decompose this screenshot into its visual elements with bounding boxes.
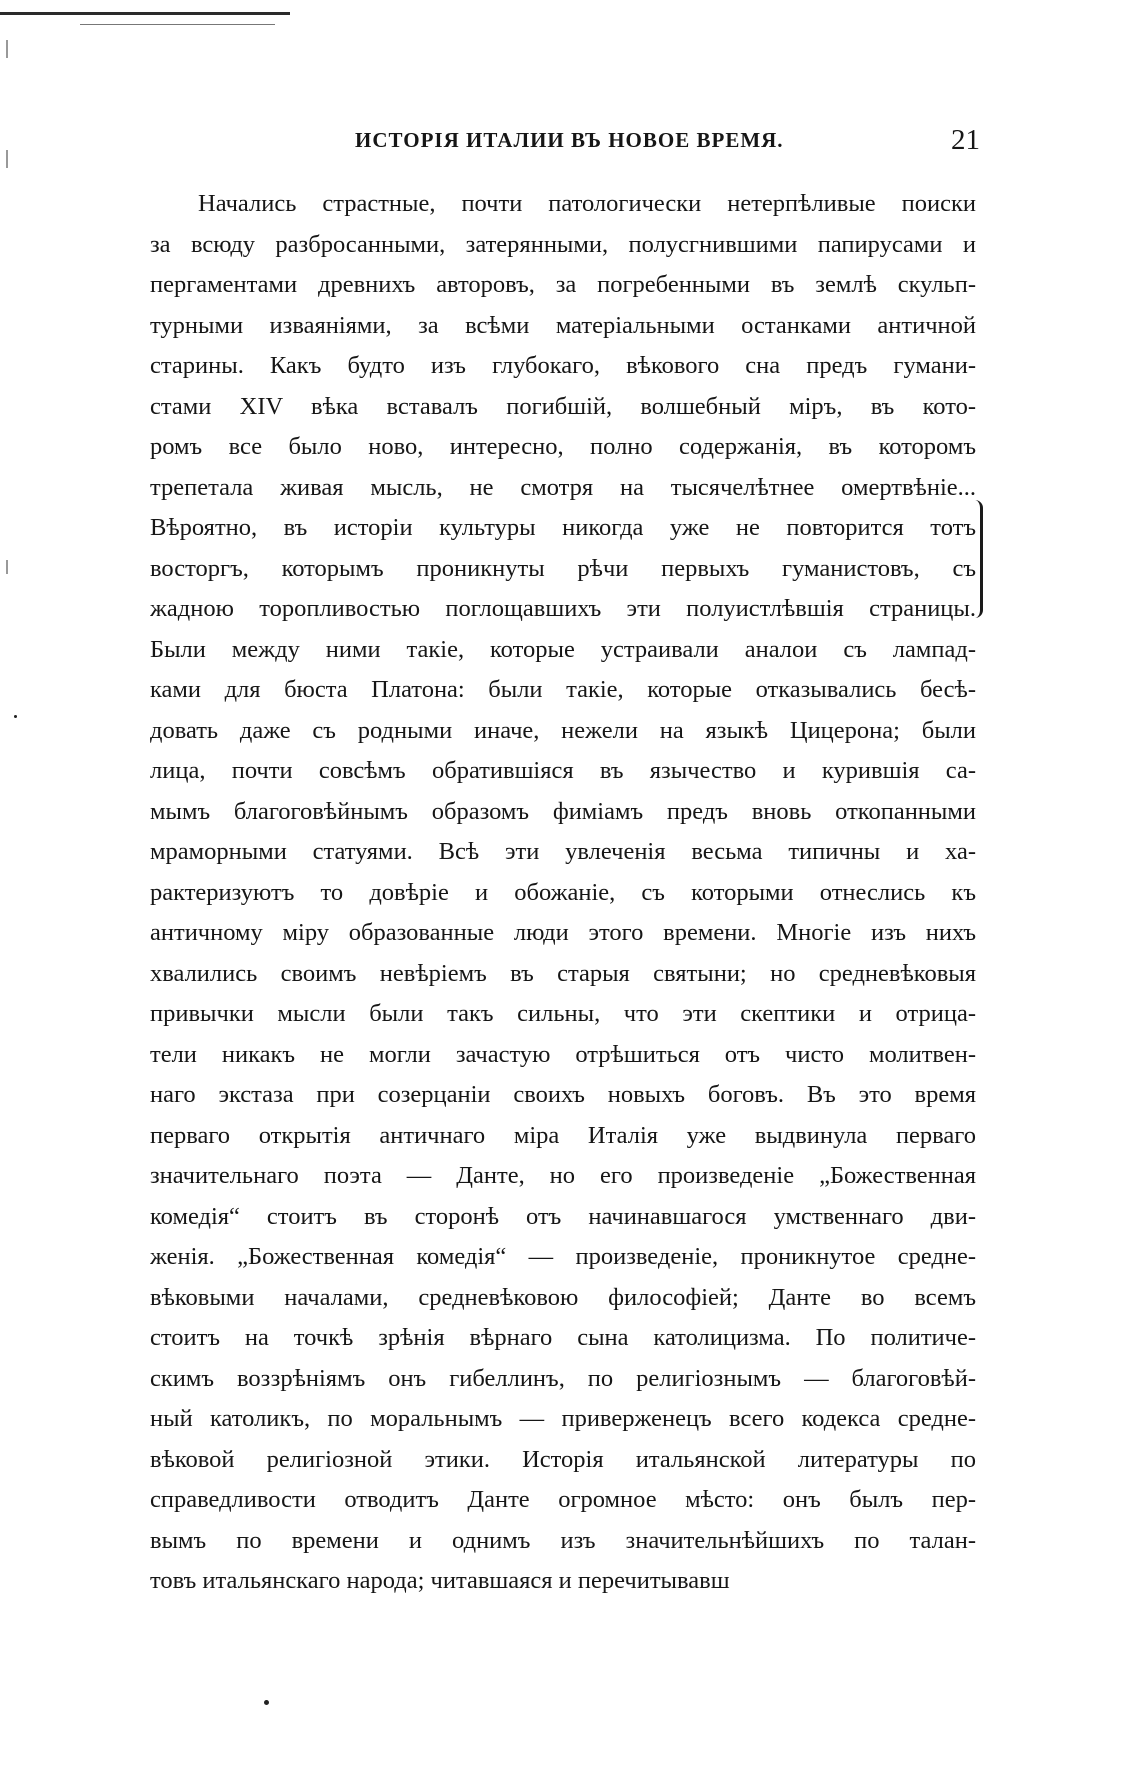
page-number: 21 xyxy=(951,124,980,156)
text-line: вѣковой религіозной этики. Исторія итальянской литературы по xyxy=(150,1445,976,1473)
body-text xyxy=(150,184,976,1602)
text-line: хвалились своимъ невѣріемъ въ старыя святыни; но средневѣковыя xyxy=(150,959,976,987)
left-margin-mark xyxy=(6,560,8,574)
text-line: скимъ воззрѣніямъ онъ гибеллинъ, по религіознымъ — благоговѣй- xyxy=(150,1364,976,1392)
text-line: мымъ благоговѣйнымъ образомъ фиміамъ предъ вновь откопанными xyxy=(150,797,976,825)
margin-bracket-mark xyxy=(975,500,983,618)
text-line: женія. „Божественная комедія“ — произведеніе, проникнутое средне- xyxy=(150,1243,976,1270)
running-head xyxy=(150,124,980,158)
text-line: вѣковыми началами, средневѣковою философіей; Данте во всемъ xyxy=(150,1283,976,1311)
left-margin-mark xyxy=(6,40,8,58)
text-line: перваго открытія античнаго міра Италія уже выдвинула перваго xyxy=(150,1121,976,1149)
text-line: рактеризуютъ то довѣріе и обожаніе, съ которыми отнеслись къ xyxy=(150,878,976,906)
ink-speck xyxy=(14,715,17,718)
text-line: тели никакъ не могли зачастую отрѣшиться отъ чисто молитвен- xyxy=(150,1040,976,1068)
text-line: восторгъ, которымъ проникнуты рѣчи первыхъ гуманистовъ, съ xyxy=(150,554,976,582)
text-line: пергаментами древнихъ авторовъ, за погребенными въ землѣ скульп- xyxy=(150,271,976,298)
text-line: лица, почти совсѣмъ обратившіяся въ язычество и курившія са- xyxy=(150,757,976,784)
top-edge-rule-thin xyxy=(80,24,275,25)
text-line: за всюду разбросанными, затерянными, полусгнившими папирусами и xyxy=(150,230,976,258)
text-line: товъ итальянскаго народа; читавшаяся и перечитывавш xyxy=(150,1567,730,1594)
text-line: античному міру образованные люди этого времени. Многіе изъ нихъ xyxy=(150,919,976,946)
top-edge-rule xyxy=(0,12,290,15)
text-line: довать даже съ родными иначе, нежели на языкѣ Цицерона; были xyxy=(150,716,976,744)
text-line: вымъ по времени и однимъ изъ значительнѣйшихъ по талан- xyxy=(150,1526,976,1554)
text-line: трепетала живая мысль, не смотря на тысячелѣтнее омертвѣніе... xyxy=(150,473,976,501)
text-line: справедливости отводитъ Данте огромное мѣсто: онъ былъ пер- xyxy=(150,1486,976,1513)
text-line: значительнаго поэта — Данте, но его произведеніе „Божественная xyxy=(150,1162,976,1189)
text-line: ный католикъ, по моральнымъ — приверженецъ всего кодекса средне- xyxy=(150,1405,976,1432)
text-line: Были между ними такіе, которые устраивали аналои съ лампад- xyxy=(150,635,976,663)
text-line: ками для бюста Платона: были такіе, которые отказывались бесѣ- xyxy=(150,676,976,703)
text-line: старины. Какъ будто изъ глубокаго, вѣкового сна предъ гумани- xyxy=(150,352,976,379)
text-line: турными изваяніями, за всѣми матеріальными останками античной xyxy=(150,311,976,339)
text-line: привычки мысли были такъ сильны, что эти скептики и отрица- xyxy=(150,1000,976,1027)
text-line: мраморными статуями. Всѣ эти увлеченія весьма типичны и ха- xyxy=(150,838,976,865)
left-margin-mark xyxy=(6,150,8,168)
ink-speck xyxy=(264,1700,269,1705)
running-title: ИСТОРІЯ ИТАЛИИ ВЪ НОВОЕ ВРЕМЯ. xyxy=(355,128,784,152)
text-line: комедія“ стоитъ въ сторонѣ отъ начинавшагося умственнаго дви- xyxy=(150,1202,976,1230)
text-line: ромъ все было ново, интересно, полно содержанія, въ которомъ xyxy=(150,433,976,460)
text-line: стами XIV вѣка вставалъ погибшій, волшебный міръ, въ кото- xyxy=(150,392,976,420)
text-line: Вѣроятно, въ исторіи культуры никогда уже не повторится тотъ xyxy=(150,514,976,541)
text-line: стоитъ на точкѣ зрѣнія вѣрнаго сына католицизма. По политиче- xyxy=(150,1324,976,1351)
text-line: Начались страстные, почти патологически нетерпѣливые поиски xyxy=(198,190,976,217)
text-line: жадною торопливостью поглощавшихъ эти полуистлѣвшія страницы. xyxy=(150,595,976,622)
text-line: наго экстаза при созерцаніи своихъ новыхъ боговъ. Въ это время xyxy=(150,1081,976,1108)
